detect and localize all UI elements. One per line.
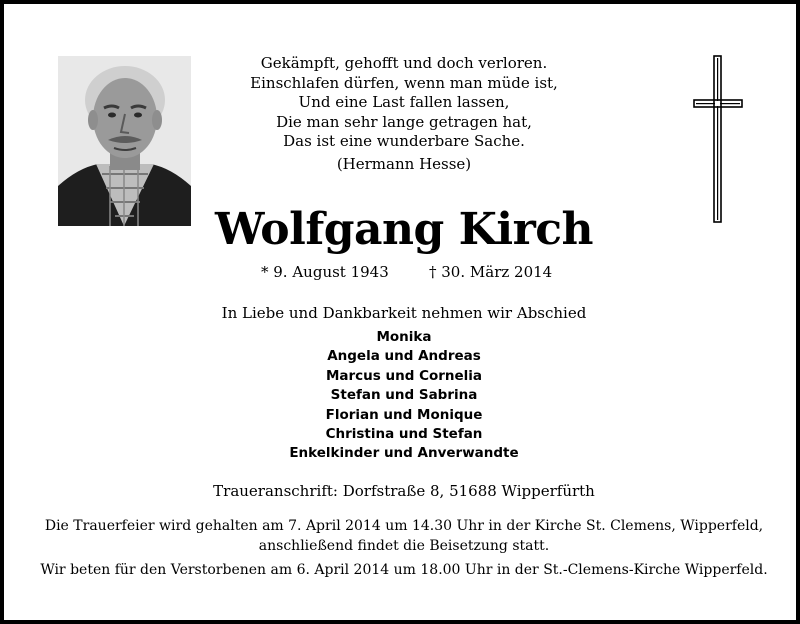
death-date: † 30. März 2014	[429, 263, 553, 281]
poem-line: Und eine Last fallen lassen,	[298, 93, 510, 111]
poem	[4, 54, 800, 152]
funeral-line: Die Trauerfeier wird gehalten am 7. April 2014 um 14.30 Uhr in der Kirche St. Clemens, Wipperfeld,	[44, 518, 764, 534]
memorial-mass-info: Wir beten für den Verstorbenen am 6. April 2014 um 18.00 Uhr in der St.-Clemens-Kirche Wipperfeld.	[40, 562, 768, 578]
funeral-line: anschließend findet die Beisetzung statt.	[258, 538, 550, 554]
mourner-name: Florian und Monique	[325, 406, 483, 423]
birth-date: * 9. August 1943	[261, 263, 389, 281]
poem-line: Das ist eine wunderbare Sache.	[283, 132, 525, 150]
farewell-intro: In Liebe und Dankbarkeit nehmen wir Abschied	[221, 304, 587, 322]
poem-line: Gekämpft, gehofft und doch verloren.	[260, 54, 548, 72]
funeral-info	[4, 516, 800, 556]
mourner-name: Monika	[376, 329, 432, 345]
mourner-name: Stefan und Sabrina	[330, 387, 478, 404]
mourner-list	[4, 328, 800, 464]
mourner-name: Marcus und Cornelia	[325, 367, 483, 384]
mourner-name: Enkelkinder und Anverwandte	[289, 445, 519, 462]
mourning-address: Traueranschrift: Dorfstraße 8, 51688 Wipperfürth	[213, 482, 595, 500]
poem-author: (Hermann Hesse)	[336, 155, 472, 173]
poem-line: Einschlafen dürfen, wenn man müde ist,	[250, 73, 558, 92]
poem-line: Die man sehr lange getragen hat,	[276, 112, 532, 131]
cross-icon	[690, 54, 746, 224]
deceased-name: Wolfgang Kirch	[214, 204, 594, 255]
mourner-name: Angela und Andreas	[327, 348, 481, 365]
mourner-name: Christina und Stefan	[325, 426, 483, 443]
